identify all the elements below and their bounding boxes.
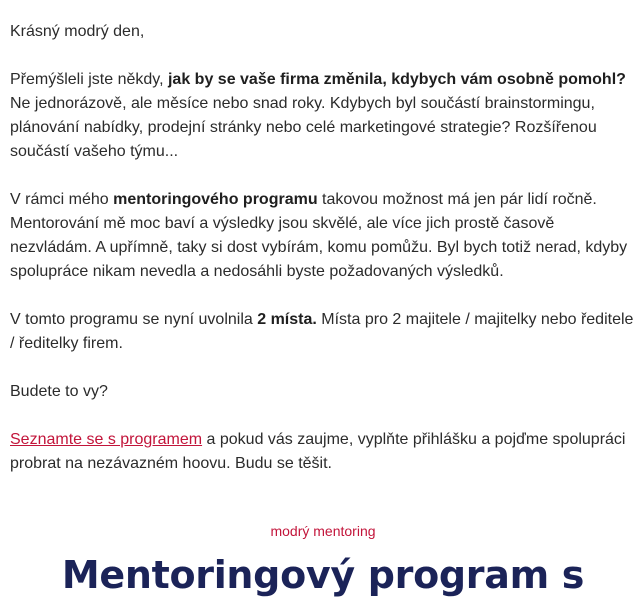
paragraph-cta [10, 428, 636, 476]
paragraph-program-rest: takovou možnost má jen pár lidí ročně. Mentorování mě moc baví a výsledky jsou skvělé, ale více jich prostě časově nezvládám. A upřímně, taky si dost vybírám, komu pomůžu. Byl bych totiž nerad, kdyby spolupráce nikam nevedla a nedosáhli byste požadovaných výsledků. [10, 191, 628, 280]
paragraph-places-text: V tomto programu se nyní uvolnila [10, 311, 258, 328]
paragraph-program-text: V rámci mého [10, 191, 114, 208]
paragraph-program [10, 188, 636, 284]
paragraph-question-you: Budete to vy? [10, 383, 108, 400]
paragraph-question [10, 68, 636, 164]
paragraph-program-bold: mentoringového programu [113, 191, 318, 208]
paragraph-cta-rest: a pokud vás zaujme, vyplňte přihlášku a pojďme spolupráci probrat na nezávazném hoovu. Budu se těšit. [10, 431, 626, 472]
program-section [10, 522, 636, 598]
greeting: Krásný modrý den, [10, 23, 145, 40]
paragraph-places [10, 308, 636, 356]
paragraph-places-rest: Místa pro 2 majitele / majitelky nebo ředitele / ředitelky firem. [10, 311, 634, 352]
program-link[interactable]: Seznamte se s programem [10, 431, 203, 448]
paragraph-question-rest: Ne jednorázově, ale měsíce nebo snad roky. Kdybych byl součástí brainstormingu, plánování nabídky, prodejní stránky nebo celé marketingové strategie? Rozšířenou součástí vašeho týmu... [10, 95, 597, 160]
paragraph-question-bold: jak by se vaše firma změnila, kdybych vám osobně pomohl? [167, 71, 626, 88]
section-headline: Mentoringový program s [61, 553, 585, 597]
section-eyebrow: modrý mentoring [270, 523, 376, 539]
paragraph-question-text: Přemýšleli jste někdy, [10, 71, 168, 88]
paragraph-places-bold: 2 místa. [257, 311, 317, 328]
